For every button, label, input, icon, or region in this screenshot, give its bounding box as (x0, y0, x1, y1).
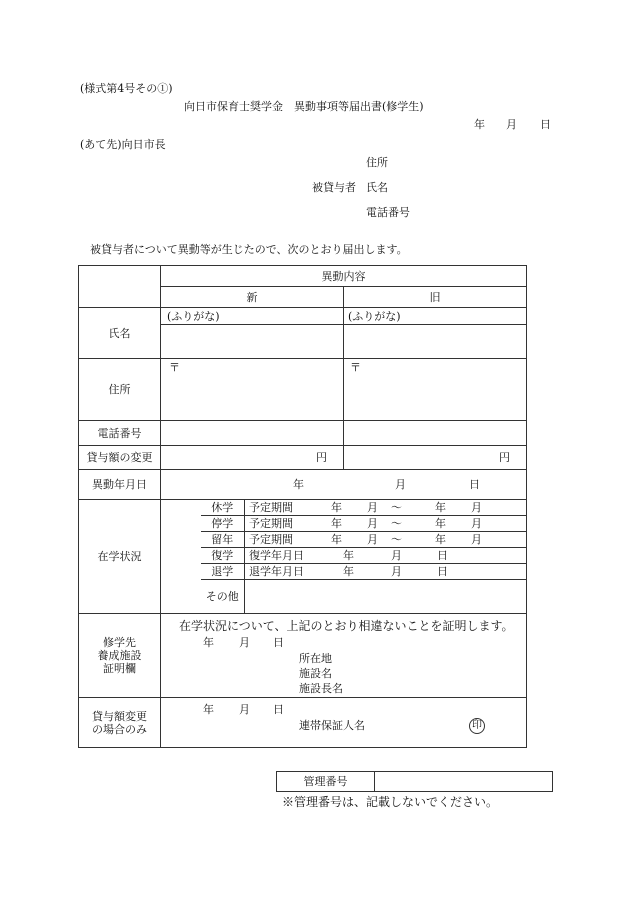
status-other: その他 (201, 580, 245, 614)
guarantor-field[interactable] (161, 698, 527, 748)
date-year: 年 (474, 118, 485, 131)
month-unit: 月 (471, 533, 482, 546)
guarantor-name-label: 連帯保証人名 (299, 719, 365, 732)
status-spacer (161, 500, 201, 614)
month-unit: 月 (367, 517, 378, 530)
month-unit: 月 (239, 703, 250, 716)
cert-label-line3: 証明欄 (103, 662, 136, 675)
new-loan-amount[interactable]: 円 (161, 446, 344, 470)
form-number: (様式第4号その①) (80, 82, 173, 95)
year-unit: 年 (343, 549, 354, 562)
return-date-label: 復学年月日 (249, 549, 304, 562)
phone-label-cell: 電話番号 (79, 421, 161, 446)
month-unit: 月 (391, 549, 402, 562)
old-header: 旧 (344, 287, 527, 308)
address-label: 住所 (366, 156, 388, 169)
suspension-period-row[interactable] (245, 516, 527, 532)
day-unit: 日 (273, 636, 284, 649)
year-unit: 年 (203, 703, 214, 716)
old-furigana[interactable]: (ふりがな) (344, 308, 527, 325)
change-date-field[interactable] (161, 470, 527, 500)
blank-header-cell (79, 266, 161, 308)
day-unit: 日 (437, 549, 448, 562)
status-return: 復学 (201, 548, 245, 564)
change-contents-header: 異動内容 (161, 266, 527, 287)
status-leave: 休学 (201, 500, 245, 516)
withdraw-date-row[interactable] (245, 564, 527, 580)
change-form-table (78, 265, 527, 748)
new-name-field[interactable] (161, 325, 344, 359)
period-label: 予定期間 (249, 533, 293, 546)
month-unit: 月 (391, 565, 402, 578)
day-unit: 日 (437, 565, 448, 578)
form-title: 向日市保育士奨学金 異動事項等届出書(修学生) (184, 100, 424, 113)
admin-number-label: 管理番号 (277, 772, 375, 792)
year-unit: 年 (435, 533, 446, 546)
month-unit: 月 (471, 501, 482, 514)
year-unit: 年 (435, 517, 446, 530)
borrower-label: 被貸与者 (312, 181, 356, 194)
facility-head-label: 施設長名 (299, 682, 343, 695)
return-date-row[interactable] (245, 548, 527, 564)
school-status-label: 在学状況 (79, 500, 161, 614)
year-unit: 年 (331, 533, 342, 546)
addressee: (あて先)向日市長 (80, 138, 166, 151)
month-unit: 月 (239, 636, 250, 649)
day-unit: 日 (469, 478, 480, 491)
day-unit: 日 (273, 703, 284, 716)
loan-change-label: 貸与額の変更 (79, 446, 161, 470)
admin-number-field[interactable] (375, 772, 553, 792)
name-label: 氏名 (366, 181, 388, 194)
intro-text: 被貸与者について異動等が生じたので、次のとおり届出します。 (90, 243, 408, 256)
date-day: 日 (540, 118, 551, 131)
cert-field[interactable] (161, 614, 527, 698)
date-month: 月 (506, 118, 517, 131)
postal-mark: 〒 (169, 361, 180, 374)
phone-label: 電話番号 (366, 206, 410, 219)
year-unit: 年 (331, 517, 342, 530)
status-repeat: 留年 (201, 532, 245, 548)
new-header: 新 (161, 287, 344, 308)
repeat-period-row[interactable] (245, 532, 527, 548)
status-suspension: 停学 (201, 516, 245, 532)
new-furigana[interactable]: (ふりがな) (161, 308, 344, 325)
admin-note: ※管理番号は、記載しないでください。 (282, 795, 499, 809)
leave-period-row[interactable] (245, 500, 527, 516)
cert-statement: 在学状況について、上記のとおり相違ないことを証明します。 (179, 619, 514, 633)
old-phone-field[interactable] (344, 421, 527, 446)
withdraw-date-label: 退学年月日 (249, 565, 304, 578)
guarantor-label-line1: 貸与額変更 (92, 709, 147, 723)
tilde-mark: ～ (391, 517, 402, 530)
year-unit: 年 (331, 501, 342, 514)
cert-label-line2: 養成施設 (97, 649, 142, 662)
facility-name-label: 施設名 (299, 667, 332, 680)
tilde-mark: ～ (391, 533, 402, 546)
postal-mark: 〒 (350, 361, 361, 374)
month-unit: 月 (367, 533, 378, 546)
guarantor-label-cell (79, 698, 161, 748)
change-date-label: 異動年月日 (79, 470, 161, 500)
cert-label-cell (79, 614, 161, 698)
month-unit: 月 (471, 517, 482, 530)
old-loan-amount[interactable]: 円 (344, 446, 527, 470)
old-address-field[interactable] (344, 359, 527, 421)
seal-icon: 印 (469, 718, 485, 734)
other-field[interactable] (245, 580, 527, 614)
month-unit: 月 (395, 478, 406, 491)
address-label-cell: 住所 (79, 359, 161, 421)
status-withdraw: 退学 (201, 564, 245, 580)
month-unit: 月 (367, 501, 378, 514)
year-unit: 年 (343, 565, 354, 578)
name-label-cell: 氏名 (79, 308, 161, 359)
old-name-field[interactable] (344, 325, 527, 359)
year-unit: 年 (435, 501, 446, 514)
tilde-mark: ～ (391, 501, 402, 514)
location-label: 所在地 (299, 652, 332, 665)
period-label: 予定期間 (249, 517, 293, 530)
year-unit: 年 (203, 636, 214, 649)
new-phone-field[interactable] (161, 421, 344, 446)
year-unit: 年 (293, 478, 304, 491)
cert-label-line1: 修学先 (103, 636, 136, 649)
period-label: 予定期間 (249, 501, 293, 514)
new-address-field[interactable] (161, 359, 344, 421)
admin-number-table (276, 771, 553, 792)
guarantor-label-line2: の場合のみ (92, 722, 147, 736)
